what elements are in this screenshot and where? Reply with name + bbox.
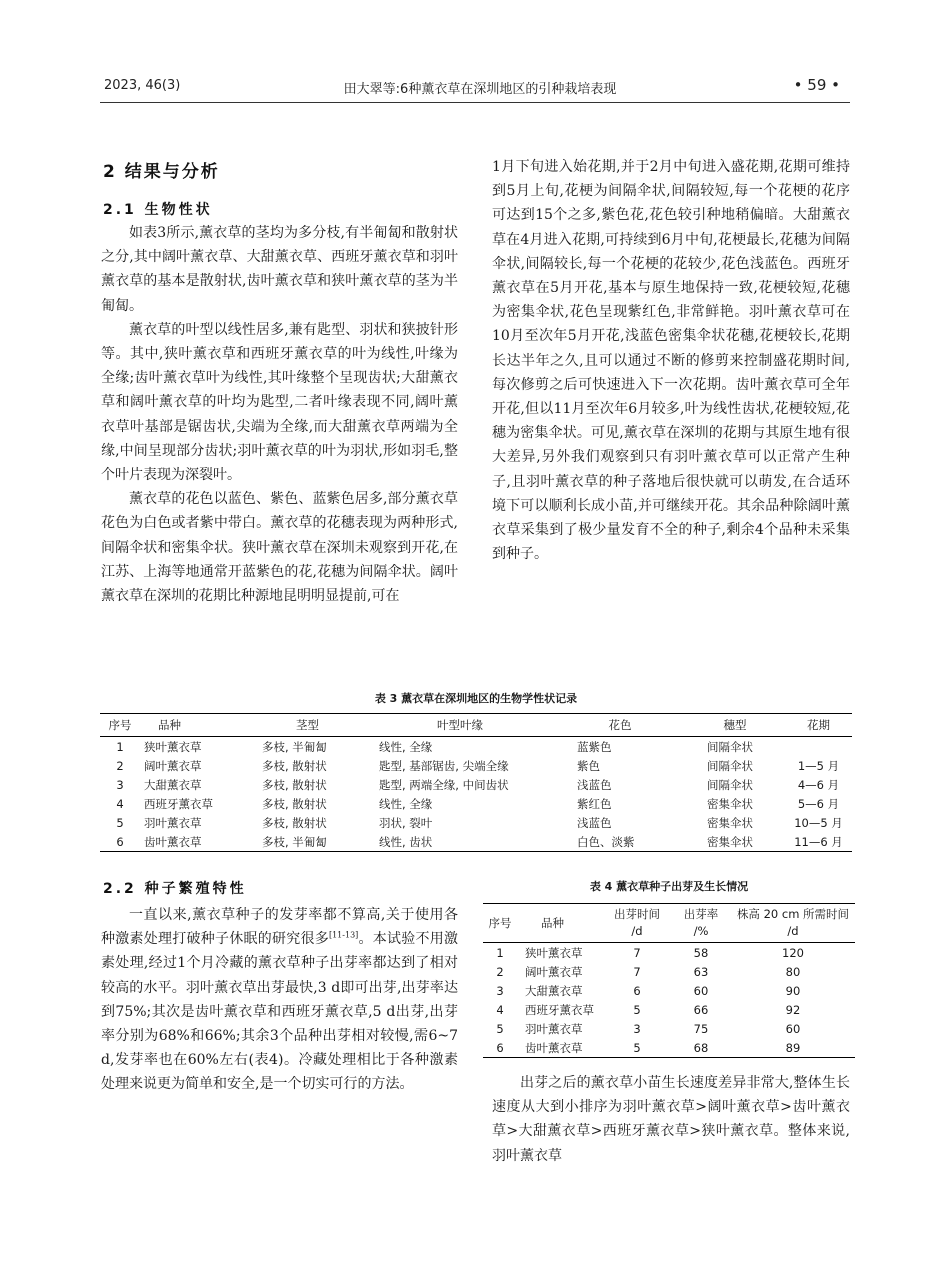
table-cell: 齿叶薰衣草 (144, 834, 202, 849)
table-cell: 5 (116, 815, 124, 830)
table-cell: 7 (633, 964, 641, 979)
paragraph: 薰衣草的花色以蓝色、紫色、蓝紫色居多,部分薰衣草花色为白色或者紫中带白。薰衣草的花穗表现为两种形式,间隔伞状和密集伞状。狭叶薰衣草在深圳未观察到开花,在江苏、上海等地通常开蓝紫色的花,花穗为间隔伞状。阔叶薰衣草在深圳的花期比种源地昆明明显提前,可在 (101, 491, 458, 605)
table-cell: 匙型, 基部锯齿, 尖端全缘 (379, 758, 509, 773)
header-rule (100, 102, 850, 103)
table-cell: 匙型, 两端全缘, 中间齿状 (379, 777, 509, 792)
table-cell: 10—5 月 (794, 815, 843, 830)
table-cell: 紫红色 (577, 796, 612, 811)
table-cell: 2 (116, 758, 124, 773)
column-header: 花色 (555, 714, 685, 737)
table-cell: 蓝紫色 (577, 739, 612, 754)
table-cell: 11—6 月 (794, 834, 843, 849)
table-cell: 75 (693, 1021, 709, 1036)
table-row (483, 1000, 855, 1019)
column-header: 株高 20 cm 所需时间 /d (731, 904, 855, 943)
table-row (100, 832, 852, 852)
table-cell: 大甜薰衣草 (525, 983, 583, 998)
table-cell: 58 (693, 945, 709, 960)
column-header: 品种 (517, 904, 603, 943)
table-cell: 线性, 全缘 (379, 796, 433, 811)
table-cell: 4 (116, 796, 124, 811)
table-cell: 1 (116, 739, 124, 754)
table-cell: 线性, 齿状 (379, 834, 433, 849)
table-cell: 白色、淡紫 (577, 834, 635, 849)
table-cell: 3 (116, 777, 124, 792)
column-header: 出芽时间 /d (603, 904, 671, 943)
table-cell: 羽状, 裂叶 (379, 815, 433, 830)
table-cell: 4 (496, 1002, 504, 1017)
table-cell: 4—6 月 (797, 777, 840, 792)
table-cell: 线性, 全缘 (379, 739, 433, 754)
table-cell: 6 (116, 834, 124, 849)
table-cell: 密集伞状 (707, 796, 753, 811)
right-column-bottom (492, 1071, 850, 1168)
column-header: 穗型 (685, 714, 785, 737)
column-header: 叶型叶缘 (365, 714, 555, 737)
table-cell: 密集伞状 (707, 834, 753, 849)
table-row (483, 1038, 855, 1058)
table-cell: 90 (785, 983, 801, 998)
table-header-row (483, 904, 855, 943)
table-cell: 间隔伞状 (707, 758, 753, 773)
table-cell: 浅蓝色 (577, 815, 612, 830)
section-heading-2-1: 2.1 生物性状 (103, 202, 213, 218)
table4-caption: 表 4 薰衣草种子出芽及生长情况 (589, 880, 749, 893)
table-cell: 多枝, 散射状 (262, 796, 327, 811)
table-row (100, 775, 852, 794)
table-cell: 间隔伞状 (707, 777, 753, 792)
table-cell: 60 (693, 983, 709, 998)
table4 (483, 903, 855, 1058)
table-cell: 80 (785, 964, 801, 979)
table-row (483, 943, 855, 963)
section-heading-2-2: 2.2 种子繁殖特性 (103, 881, 247, 897)
running-title: 田大翠等:6种薰衣草在深圳地区的引种栽培表现 (343, 82, 617, 97)
table-cell: 多枝, 散射状 (262, 815, 327, 830)
table-cell: 3 (496, 983, 504, 998)
table-cell: 1 (496, 945, 504, 960)
paragraph: 出芽之后的薰衣草小苗生长速度差异非常大,整体生长速度从大到小排序为羽叶薰衣草>阔叶薰衣草>齿叶薰衣草>大甜薰衣草>西班牙薰衣草>狭叶薰衣草。整体来说,羽叶薰衣草 (492, 1075, 850, 1164)
left-column-top (101, 221, 458, 608)
table-row (100, 794, 852, 813)
table-cell: 多枝, 散射状 (262, 777, 327, 792)
table-cell: 狭叶薰衣草 (144, 739, 202, 754)
table-cell: 120 (782, 945, 804, 960)
column-header: 出芽率 /% (671, 904, 731, 943)
running-header (0, 0, 950, 104)
table-cell: 多枝, 半匍匐 (262, 739, 327, 754)
table-cell: 7 (633, 945, 641, 960)
right-column-top (492, 155, 850, 566)
table-row (483, 962, 855, 981)
table-row (100, 737, 852, 757)
table-cell: 西班牙薰衣草 (525, 1002, 594, 1017)
table-cell: 狭叶薰衣草 (525, 945, 583, 960)
table-cell: 间隔伞状 (707, 739, 753, 754)
table3 (100, 713, 852, 852)
table-cell: 羽叶薰衣草 (525, 1021, 583, 1036)
table-cell: 5 (633, 1040, 641, 1055)
table-cell: 大甜薰衣草 (144, 777, 202, 792)
table-cell: 羽叶薰衣草 (144, 815, 202, 830)
citation: [11-13] (328, 930, 359, 940)
table-cell: 多枝, 半匍匐 (262, 834, 327, 849)
table-cell: 6 (496, 1040, 504, 1055)
left-column-bottom (101, 903, 458, 1097)
paragraph: 如表3所示,薰衣草的茎均为多分枝,有半匍匐和散射状之分,其中阔叶薰衣草、大甜薰衣草、西班牙薰衣草和羽叶薰衣草的基本是散射状,齿叶薰衣草和狭叶薰衣草的茎为半匍匐。 (101, 225, 458, 314)
column-header: 品种 (140, 714, 250, 737)
page-number: • 59 • (793, 76, 840, 94)
section-heading-2: 2 结果与分析 (103, 162, 220, 182)
table-header-row (100, 714, 852, 737)
table-row (100, 756, 852, 775)
table-cell: 68 (693, 1040, 709, 1055)
table-cell: 紫色 (577, 758, 600, 773)
column-header: 茎型 (250, 714, 365, 737)
table3-caption: 表 3 薰衣草在深圳地区的生物学性状记录 (374, 692, 578, 705)
table-row (100, 813, 852, 832)
paragraph: 薰衣草的叶型以线性居多,兼有匙型、羽状和狭披针形等。其中,狭叶薰衣草和西班牙薰衣草的叶为线性,叶缘为全缘;齿叶薰衣草叶为线性,其叶缘整个呈现齿状;大甜薰衣草和阔叶薰衣草的叶均为匙型,二者叶缘表现不同,阔叶薰衣草叶基部是锯齿状,尖端为全缘,而大甜薰衣草两端为全缘,中间呈现部分齿状;羽叶薰衣草的叶为羽状,形如羽毛,整个叶片表现为深裂叶。 (101, 321, 458, 484)
table-cell: 1—5 月 (797, 758, 840, 773)
table-cell (785, 737, 852, 757)
table-cell: 西班牙薰衣草 (144, 796, 213, 811)
table-cell: 89 (785, 1040, 801, 1055)
table-cell: 5—6 月 (797, 796, 840, 811)
table-row (483, 981, 855, 1000)
table-cell: 92 (785, 1002, 801, 1017)
table-cell: 5 (496, 1021, 504, 1036)
paragraph: 1月下旬进入始花期,并于2月中旬进入盛花期,花期可维持到5月上旬,花梗为间隔伞状,间隔较短,每一个花梗的花序可达到15个之多,紫色花,花色较引种地稍偏暗。大甜薰衣草在4月进入花期,可持续到6月中旬,花梗最长,花穗为间隔伞状,间隔较长,每一个花梗的花较少,花色浅蓝色。西班牙薰衣草在5月开花,基本与原生地保持一致,花梗较短,花穗为密集伞状,花色呈现紫红色,非常鲜艳。羽叶薰衣草可在10月至次年5月开花,浅蓝色密集伞状花穗,花梗较长,花期长达半年之久,且可以通过不断的修剪来控制盛花期时间,每次修剪之后可快速进入下一次花期。齿叶薰衣草可全年开花,但以11月至次年6月较多,叶为线性齿状,花梗较短,花穗为密集伞状。可见,薰衣草在深圳的花期与其原生地有很大差异,另外我们观察到只有羽叶薰衣草可以正常产生种子,且羽叶薰衣草的种子落地后很快就可以萌发,在合适环境下可以顺利长成小苗,并可继续开花。其余品种除阔叶薰衣草采集到了极少量发育不全的种子,剩余4个品种未采集到种子。 (492, 159, 850, 563)
table-cell: 阔叶薰衣草 (144, 758, 202, 773)
table-cell: 齿叶薰衣草 (525, 1040, 583, 1055)
table-cell: 2 (496, 964, 504, 979)
table-cell: 浅蓝色 (577, 777, 612, 792)
table-cell: 66 (693, 1002, 709, 1017)
table-cell: 阔叶薰衣草 (525, 964, 583, 979)
column-header: 花期 (785, 714, 852, 737)
table-cell: 63 (693, 964, 709, 979)
table-cell: 6 (633, 983, 641, 998)
column-header: 序号 (100, 714, 140, 737)
column-header: 序号 (483, 904, 517, 943)
paragraph: 一直以来,薰衣草种子的发芽率都不算高,关于使用各种激素处理打破种子休眠的研究很多[11-13]。本试验不用激素处理,经过1个月冷藏的薰衣草种子出芽率都达到了相对较高的水平。羽叶薰衣草出芽最快,3 d即可出芽,出芽率达到75%;其次是齿叶薰衣草和西班牙薰衣草,5 d出芽,出芽率分别为68%和66%;其余3个品种出芽相对较慢,需6~7 d,发芽率也在60%左右(表4)。冷藏处理相比于各种激素处理来说更为简单和安全,是一个切实可行的方法。 (101, 907, 459, 1093)
table-row (483, 1019, 855, 1038)
table-cell: 60 (785, 1021, 801, 1036)
table-cell: 密集伞状 (707, 815, 753, 830)
table-cell: 3 (633, 1021, 641, 1036)
table-cell: 5 (633, 1002, 641, 1017)
table-cell: 多枝, 散射状 (262, 758, 327, 773)
issue-info: 2023, 46(3) (104, 78, 181, 93)
